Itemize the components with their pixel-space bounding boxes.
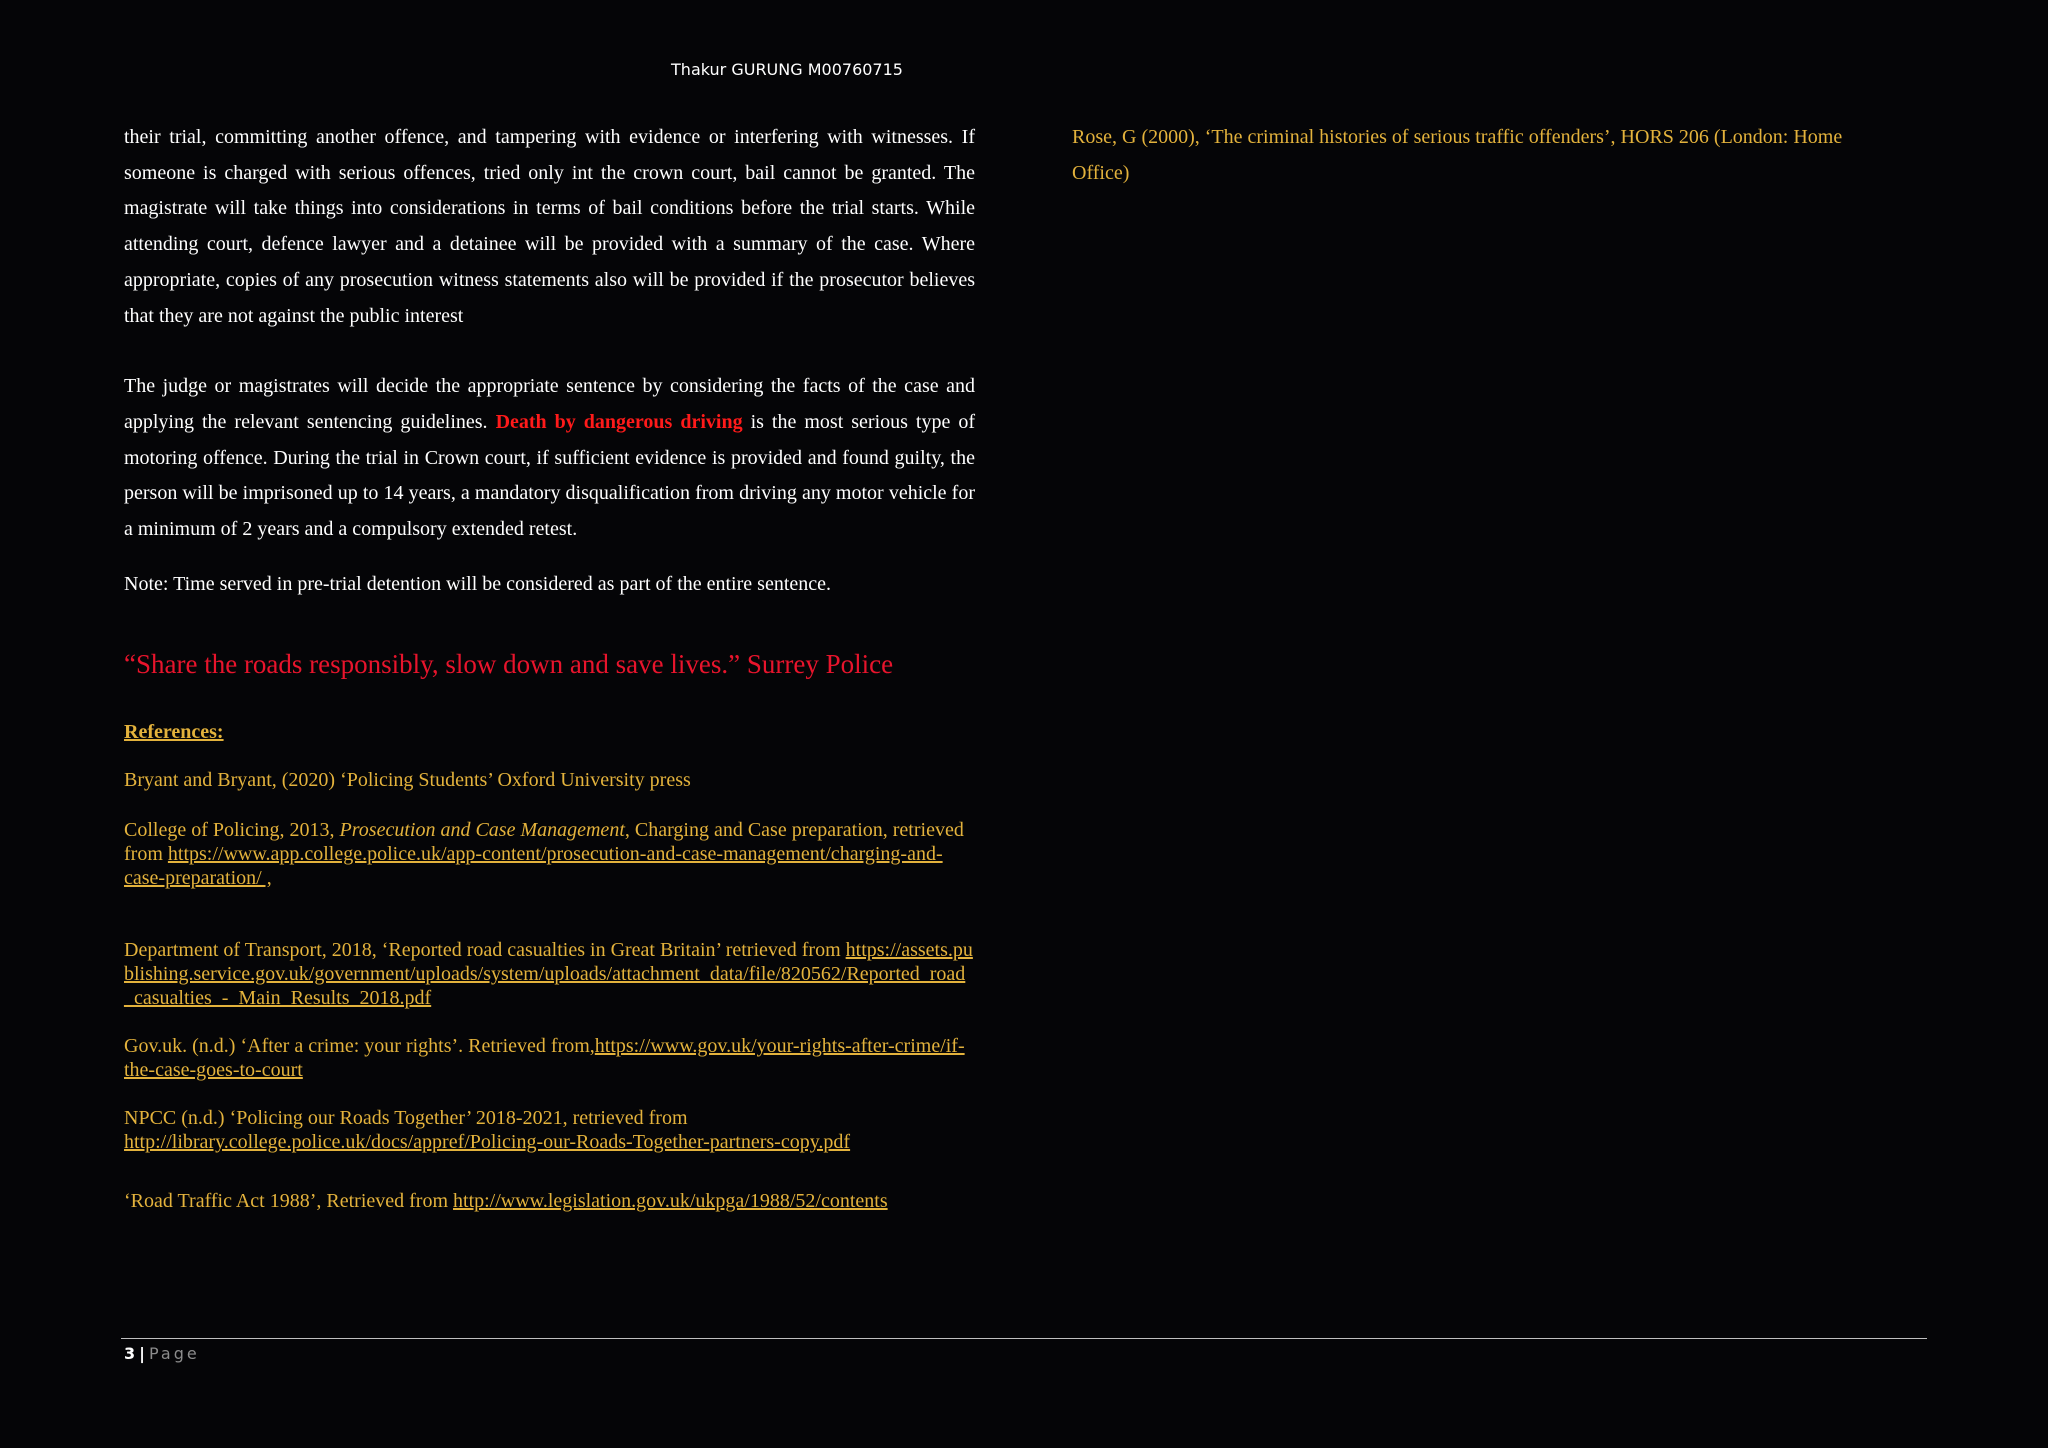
surrey-police-quote: “Share the roads responsibly, slow down and save lives.” Surrey Police xyxy=(124,648,894,679)
left-column xyxy=(124,120,975,1213)
reference-dft-text: Department of Transport, 2018, ‘Reported road casualties in Great Britain’ retrieved from xyxy=(124,938,846,961)
note-text: Note: Time served in pre-trial detention will be considered as part of the entire sentence. xyxy=(124,572,832,595)
reference-rose: Rose, G (2000), ‘The criminal histories of serious traffic offenders’, HORS 206 (London: Home Office) xyxy=(1072,126,1843,184)
reference-road-traffic-act xyxy=(124,1189,975,1213)
reference-npcc-text: NPCC (n.d.) ‘Policing our Roads Together’ 2018-2021, retrieved from xyxy=(124,1106,688,1129)
footer-separator: | xyxy=(139,1344,145,1363)
reference-dft-link[interactable]: https://assets.publishing.service.gov.uk/government/uploads/system/uploads/attachment_data/file/820562/Reported_road_casualties_-_Main_Results_2018.pdf xyxy=(124,938,973,1009)
page-footer xyxy=(124,1344,200,1363)
page-number: 3 xyxy=(124,1344,136,1363)
reference-gov-uk xyxy=(124,1034,975,1082)
page-header: Thakur GURUNG M00760715 xyxy=(671,60,903,79)
reference-rta-link[interactable]: http://www.legislation.gov.uk/ukpga/1988/52/contents xyxy=(453,1189,888,1212)
body-paragraph-sentence xyxy=(124,369,975,548)
reference-bryant: Bryant and Bryant, (2020) ‘Policing Students’ Oxford University press xyxy=(124,768,691,791)
reference-npcc xyxy=(124,1106,975,1154)
reference-department-of-transport xyxy=(124,938,975,1010)
reference-gov-text: Gov.uk. (n.d.) ‘After a crime: your rights’. Retrieved from, xyxy=(124,1034,595,1057)
reference-cop-link[interactable]: https://www.app.college.police.uk/app-content/prosecution-and-case-management/charging-and-case-preparation/ , xyxy=(124,842,943,889)
reference-cop-suffix: , Charging and Case preparation, retrieved from xyxy=(124,818,964,865)
sentence-text-end: is the most serious type of motoring offence. During the trial in Crown court, if sufficient evidence is provided and found guilty, the person will be imprisoned up to 14 years, a mandatory disqualification from driving any motor vehicle for a minimum of 2 years and a compulsory extended retest. xyxy=(124,410,975,541)
reference-gov-link[interactable]: https://www.gov.uk/your-rights-after-crime/if-the-case-goes-to-court xyxy=(124,1034,965,1081)
reference-college-of-policing xyxy=(124,818,975,890)
page-label: Page xyxy=(148,1344,200,1363)
reference-cop-prefix: College of Policing, 2013, xyxy=(124,818,340,841)
reference-npcc-link[interactable]: http://library.college.police.uk/docs/appref/Policing-our-Roads-Together-partners-copy.pdf xyxy=(124,1130,851,1153)
footer-divider xyxy=(121,1338,1927,1339)
sentence-text-start: The judge or magistrates will decide the appropriate sentence by considering the facts of the case and applying the relevant sentencing guidelines. xyxy=(124,375,975,433)
body-paragraph-bail: their trial, committing another offence, and tampering with evidence or interfering with witnesses. If someone is charged with serious offences, tried only int the crown court, bail cannot be granted. The magistrate will take things into considerations in terms of bail conditions before the trial starts. While attending court, defence lawyer and a detainee will be provided with a summary of the case. Where appropriate, copies of any prosecution witness statements also will be provided if the prosecutor believes that they are not against the public interest xyxy=(124,126,975,327)
reference-cop-title: Prosecution and Case Management xyxy=(339,818,625,841)
references-heading: References: xyxy=(124,720,224,743)
right-column xyxy=(1072,120,1882,191)
emphasis-death-by-dangerous-driving: Death by dangerous driving xyxy=(495,410,743,433)
reference-rta-text: ‘Road Traffic Act 1988’, Retrieved from xyxy=(124,1189,454,1212)
